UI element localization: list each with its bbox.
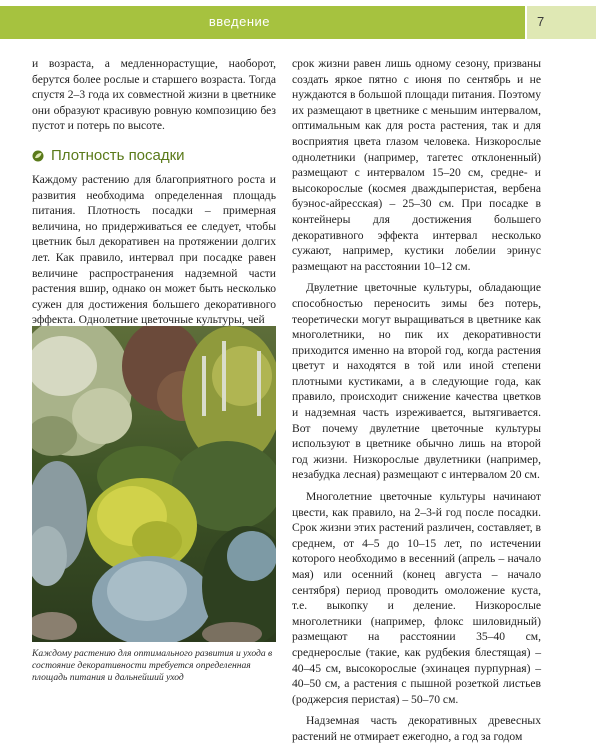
left-column-section [32, 172, 276, 328]
page-number-box [527, 6, 596, 39]
garden-photo [32, 326, 276, 642]
right-column [292, 56, 541, 745]
intro-paragraph: и возраста, а медленнорастущие, наоборот, берутся более рослые и старшего возраста. Тогда спустя 2–3 года их совместной жизни в цветнике они образуют красивую ровную композицию без пустот и потерь по высоте. [32, 57, 276, 133]
section-title: Плотность посадки [51, 147, 185, 164]
page-number: 7 [537, 14, 545, 29]
section-heading [32, 147, 276, 164]
leaf-bullet-icon [32, 150, 44, 162]
right-paragraph-3: Многолетние цветочные культуры начинают цвести, как правило, на 2–3-й год после посадки. Срок жизни этих растений различен, составляет, в среднем, от 4–5 до 10–15 лет, по истечении которого необходимо в весенний (апрель – начало мая) или осенний (конец августа – начало сентября) период проводить омоложение куста, т.е. выкопку и деление. Низкорослые многолетники (например, флокс шиловидный) размещают на расстоянии 35–40 см, среднерослые (такие, как рудбекия блестящая) – 40–45 см, высокорослые (эхинацея пурпурная) – 40–50 см, а растения с пышной розеткой листьев (роджерсия перистая) – 50–70 см. [292, 490, 541, 706]
garden-photo-image [32, 326, 276, 642]
chapter-header-band [0, 6, 525, 39]
left-column-intro [32, 56, 276, 134]
section-paragraph: Каждому растению для благоприятного роста и развития необходима определенная площадь питания. Плотность посадки – примерная величина, но придерживаться ее следует, чтобы цветник был декоративен на протяжении долгих лет. Как правило, интервал при посадке равен величине распространения надземной части растения вшир, однако он может быть несколько сужен для достижения большего декоративного эффекта. Однолетние цветочные культуры, чей [32, 173, 276, 327]
right-paragraph-2: Двулетние цветочные культуры, обладающие способностью переносить зимы без потерь, теоретически могут выращиваться в цветнике как многолетники, но пик их декоративности приходится именно на второй год, когда растения цветут и находятся в той или иной степени плотными кустиками, а в следующие года, как правило, происходит снижение качества цветков и надземная часть изреживается, вытягивается. Вот почему двулетние цветочные культуры используют в цветнике обычно лишь на второй год жизни. Низкорослые двулетники (например, незабудка лесная) размещают с интервалом 20 см. [292, 281, 541, 482]
right-paragraph-4: Надземная часть декоративных древесных растений не отмирает ежегодно, а год за годом [292, 714, 541, 743]
chapter-title: введение [208, 14, 270, 29]
figure-caption: Каждому растению для оптимального развития и ухода в состояние декоративности требуется определенная площадь питания и дальнейший уход [32, 648, 273, 683]
right-paragraph-1: срок жизни равен лишь одному сезону, призваны создать яркое пятно с июня по сентябрь и не нуждаются в большой площади питания. Поэтому их размещают в цветнике с меньшим интервалом, оптимальным как для роста растения, так и для восприятия цвета глазом человека. Низкорослые однолетники (например, тагетес отклоненный) размещают с интервалом 15–20 см, средне- и высокорослые (космея дваждыперистая, вербена буэнос-айресская) – 25–30 см. При посадке в контейнеры для достижения большего декоративного эффекта интервал несколько сужают, например, кустики лобелии эринус размещают на расстоянии 10–12 см. [292, 57, 541, 273]
